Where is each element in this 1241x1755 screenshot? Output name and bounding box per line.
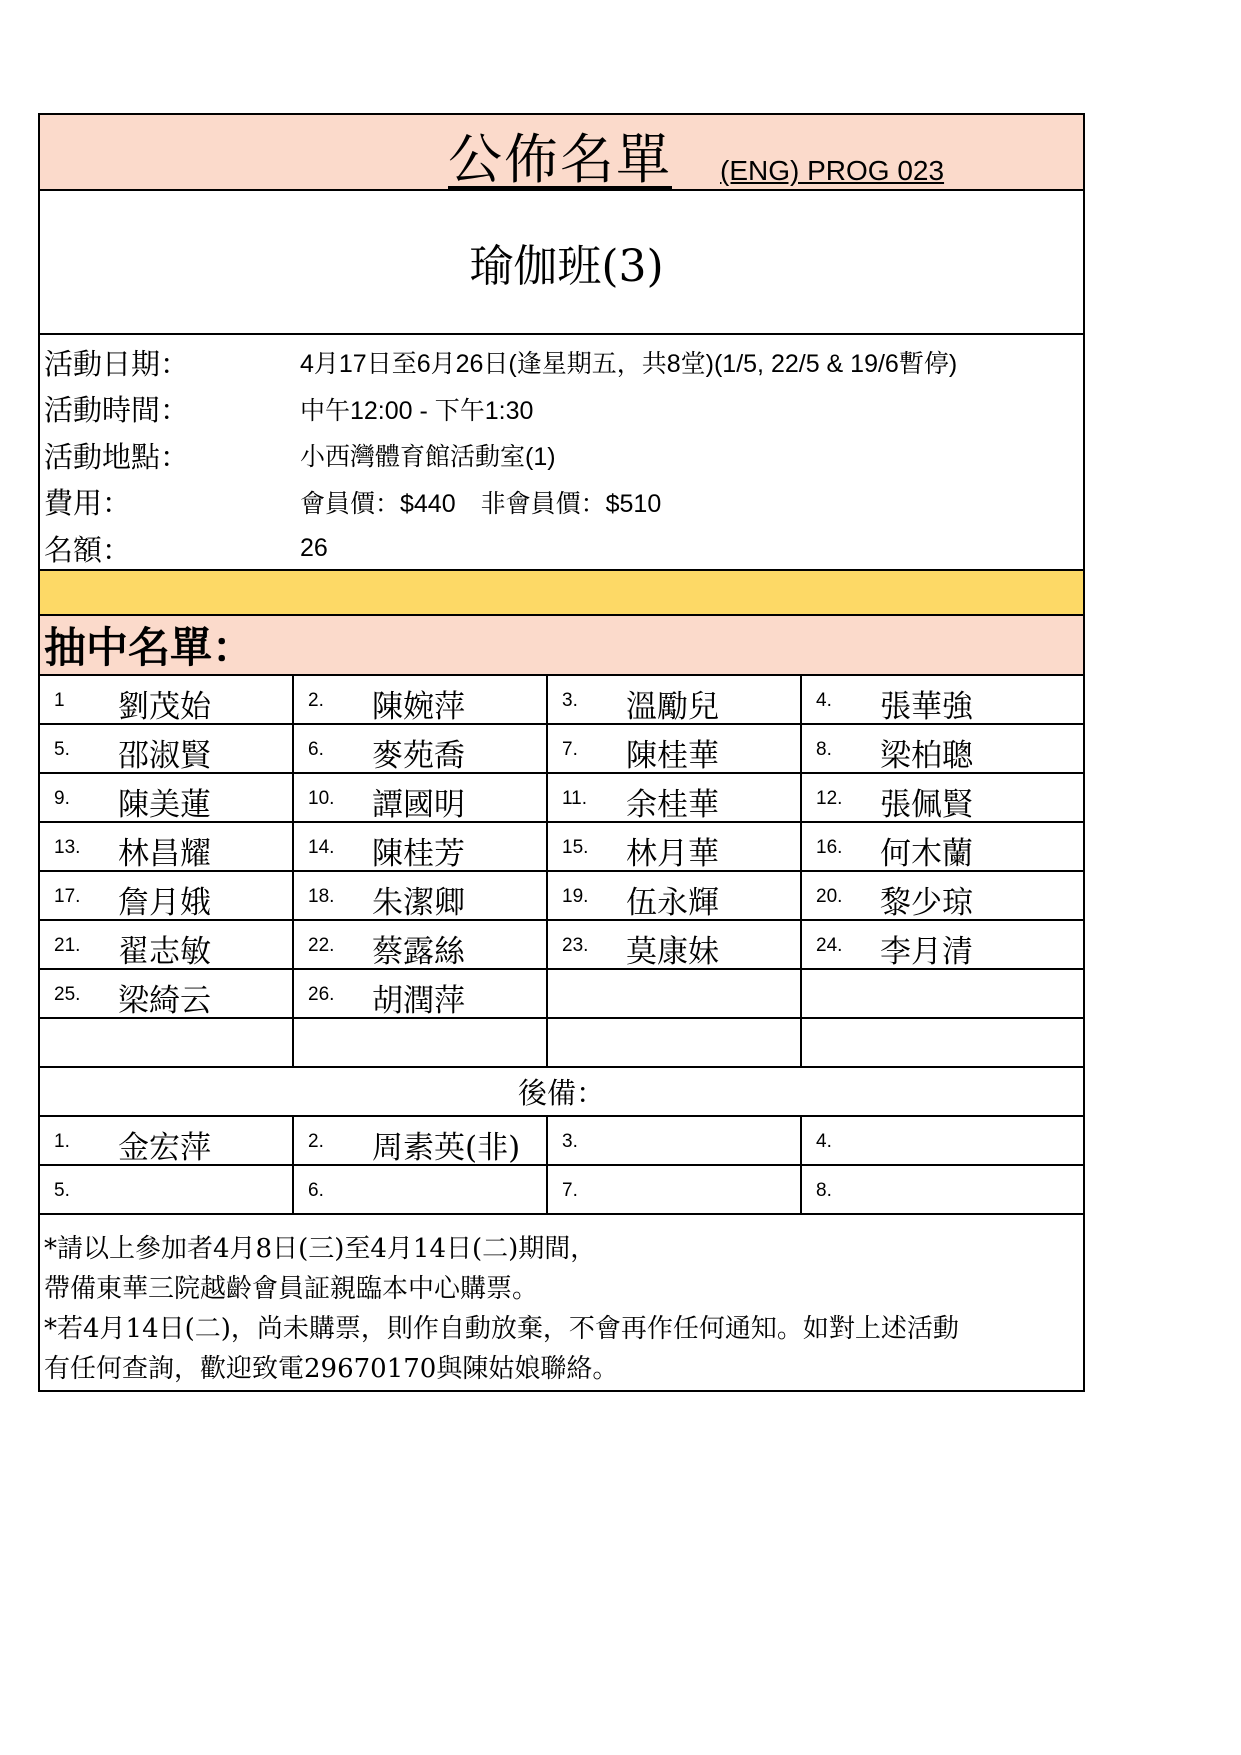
info-value: 會員價：$440 非會員價：$510 [300,489,662,518]
draw-cell [40,725,294,772]
reserve-cell [40,1166,294,1213]
entry-number: 2. [308,1131,324,1152]
draw-cell [548,676,802,723]
entry-name: 蔡露絲 [372,934,465,970]
draw-cell [40,872,294,919]
entry-number: 5. [54,1180,70,1201]
entry-name: 溫勵兒 [626,689,719,725]
draw-cell [40,921,294,968]
note-line: 有任何查詢，歡迎致電29670170與陳姑娘聯絡。 [44,1354,619,1384]
draw-row [38,1019,1085,1068]
draw-cell [294,823,548,870]
info-value: 小西灣體育館活動室(1) [300,443,556,472]
entry-number: 7. [562,739,578,760]
draw-cell [802,921,1083,968]
entry-name: 陳婉萍 [372,689,465,725]
entry-number: 17. [54,886,81,907]
draw-cell [40,676,294,723]
entry-name: 黎少琼 [880,885,973,921]
entry-name: 邵淑賢 [118,738,211,774]
draw-cell [802,774,1083,821]
reserve-cell [802,1166,1083,1213]
entry-name: 陳美蓮 [118,787,211,823]
entry-name: 朱潔卿 [372,885,465,921]
page-title: 公佈名單 [448,128,672,191]
reserve-cell [548,1117,802,1164]
info-label: 活動時間： [44,393,190,428]
entry-number: 9. [54,788,70,809]
info-value: 4月17日至6月26日(逢星期五，共8堂)(1/5, 22/5 & 19/6暫停) [300,350,958,379]
reserve-cell [548,1166,802,1213]
entry-number: 23. [562,935,589,956]
entry-number: 1 [54,690,65,711]
reserve-cell [294,1166,548,1213]
info-value: 中午12:00 - 下午1:30 [300,396,534,425]
draw-cell [802,872,1083,919]
reserve-row [38,1166,1085,1215]
info-quota [40,525,1083,572]
draw-row [38,725,1085,774]
info-fee [40,479,1083,526]
draw-cell [802,725,1083,772]
course-name: 瑜伽班(3) [469,241,664,292]
note-line: 帶備東華三院越齡會員証親臨本中心購票。 [44,1274,539,1304]
entry-name: 金宏萍 [118,1130,211,1166]
entry-name: 張華強 [880,689,973,725]
info-time [40,386,1083,433]
note-line: *請以上參加者4月8日(三)至4月14日(二)期間， [44,1234,597,1264]
draw-cell [802,823,1083,870]
entry-name: 李月清 [880,934,973,970]
draw-cell [548,823,802,870]
draw-row [38,970,1085,1019]
draw-cell [40,1019,294,1066]
entry-number: 5. [54,739,70,760]
reserve-cell [802,1117,1083,1164]
info-label: 活動日期： [44,346,190,381]
draw-row [38,921,1085,970]
entry-number: 2. [308,690,324,711]
entry-name: 陳桂華 [626,738,719,774]
draw-cell [294,970,548,1017]
entry-number: 12. [816,788,843,809]
entry-number: 3. [562,1131,578,1152]
info-label: 費用： [44,486,132,521]
entry-name: 翟志敏 [118,934,211,970]
draw-cell [548,921,802,968]
draw-cell [548,774,802,821]
draw-cell [548,1019,802,1066]
draw-cell [294,774,548,821]
entry-name: 林昌耀 [118,836,211,872]
draw-cell [802,970,1083,1017]
entry-number: 6. [308,1180,324,1201]
draw-heading-row [38,616,1085,676]
entry-number: 25. [54,984,81,1005]
info-date [40,339,1083,386]
entry-number: 8. [816,1180,832,1201]
entry-number: 22. [308,935,335,956]
reserve-cell [294,1117,548,1164]
course-row [38,191,1085,335]
reserve-list [38,1117,1085,1215]
entry-name: 陳桂芳 [372,836,465,872]
entry-name: 余桂華 [626,787,719,823]
draw-cell [294,921,548,968]
entry-number: 20. [816,886,843,907]
entry-number: 18. [308,886,335,907]
entry-number: 24. [816,935,843,956]
info-venue [40,432,1083,479]
entry-number: 7. [562,1180,578,1201]
entry-number: 21. [54,935,81,956]
reserve-cell [40,1117,294,1164]
entry-name: 麥苑喬 [372,738,465,774]
draw-row [38,823,1085,872]
entry-name: 梁綺云 [118,983,211,1019]
draw-cell [548,725,802,772]
entry-name: 胡潤萍 [372,983,465,1019]
entry-number: 15. [562,837,589,858]
entry-name: 伍永輝 [626,885,719,921]
reserve-row [38,1117,1085,1166]
draw-cell [294,872,548,919]
entry-name: 張佩賢 [880,787,973,823]
draw-list [38,676,1085,1068]
program-code: (ENG) PROG 023 [720,155,945,186]
draw-cell [40,774,294,821]
entry-number: 19. [562,886,589,907]
draw-heading: 抽中名單： [44,623,255,672]
entry-name: 何木蘭 [880,836,973,872]
entry-name: 周素英(非) [372,1130,521,1166]
entry-number: 14. [308,837,335,858]
reserve-heading-row [38,1068,1085,1117]
draw-cell [802,1019,1083,1066]
title-row [38,113,1085,191]
entry-number: 10. [308,788,335,809]
notice-sheet [38,113,1085,1392]
draw-cell [802,676,1083,723]
entry-number: 26. [308,984,335,1005]
entry-name: 林月華 [626,836,719,872]
info-block [38,335,1085,571]
draw-row [38,676,1085,725]
entry-name: 譚國明 [372,787,465,823]
draw-cell [294,676,548,723]
info-value: 26 [300,533,328,562]
draw-row [38,774,1085,823]
entry-number: 4. [816,1131,832,1152]
note-line: *若4月14日(二)，尚未購票，則作自動放棄，不會再作任何通知。如對上述活動 [44,1314,959,1344]
reserve-heading: 後備： [517,1076,605,1110]
info-label: 活動地點： [44,439,190,474]
draw-cell [294,725,548,772]
info-label: 名額： [44,532,132,567]
draw-cell [294,1019,548,1066]
entry-number: 8. [816,739,832,760]
divider-band [38,571,1085,616]
entry-number: 3. [562,690,578,711]
entry-name: 梁柏聰 [880,738,973,774]
entry-number: 13. [54,837,81,858]
entry-number: 1. [54,1131,70,1152]
entry-name: 莫康妹 [626,934,719,970]
entry-number: 4. [816,690,832,711]
notes-block [38,1215,1085,1392]
entry-number: 16. [816,837,843,858]
draw-cell [548,970,802,1017]
draw-row [38,872,1085,921]
entry-name: 詹月娥 [118,885,211,921]
entry-name: 劉茂始 [118,689,211,725]
draw-cell [40,823,294,870]
entry-number: 11. [562,788,588,809]
entry-number: 6. [308,739,324,760]
draw-cell [548,872,802,919]
draw-cell [40,970,294,1017]
